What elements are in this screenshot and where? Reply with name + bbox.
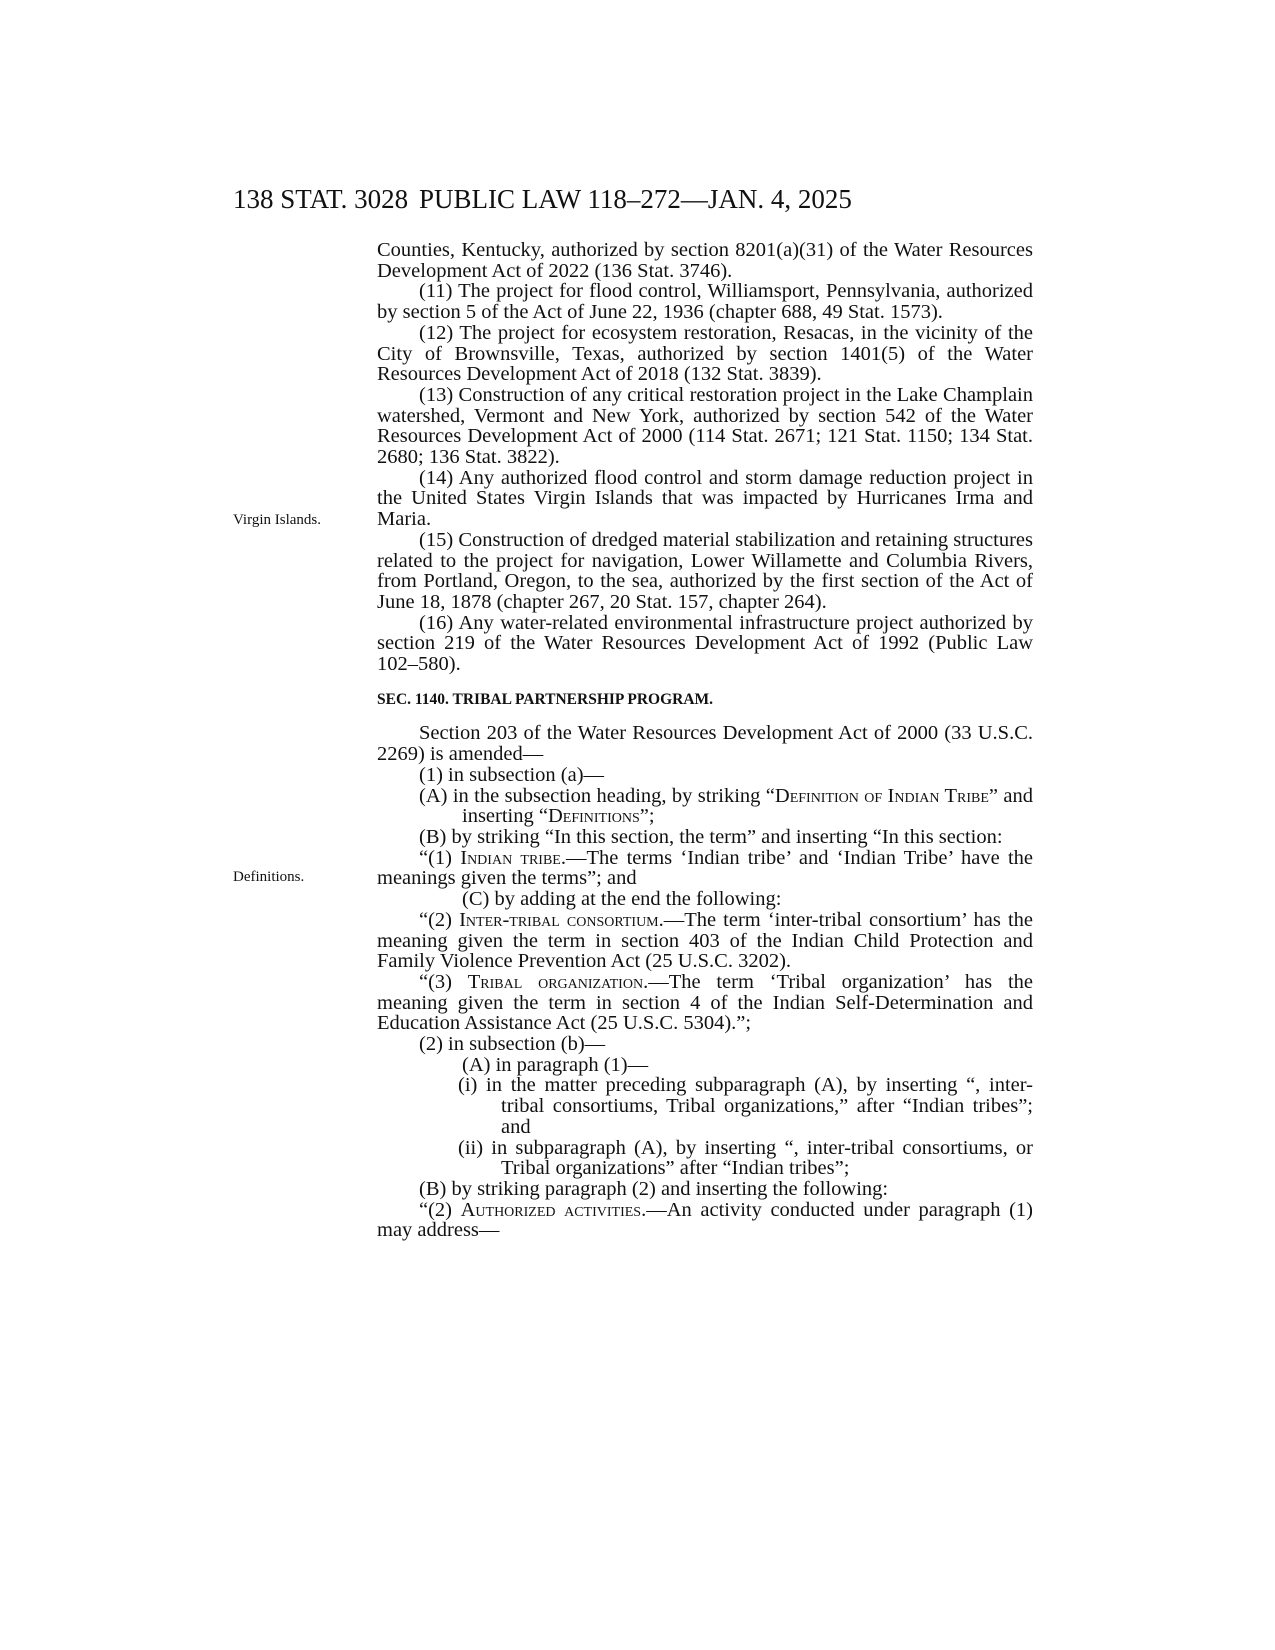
- definition-2: [377, 910, 1033, 972]
- amendment-2-B: (B) by striking paragraph (2) and inserting the following:: [419, 1177, 889, 1200]
- definition-3-text: .—The term ‘Tribal organization’ has the meaning given the term in section 4 of the Indian Self-Determination and Education Assistance Act (25 U.S.C. 5304).”;: [377, 970, 1033, 1035]
- paragraph-11: (11) The project for flood control, Williamsport, Pennsylvania, authorized by section 5 of the Act of June 22, 1936 (chapter 688, 49 Stat. 1573).: [377, 280, 1033, 324]
- margin-note-definitions: Definitions.: [233, 869, 305, 885]
- definition-3-term: Tribal organization: [467, 970, 644, 993]
- amendment-1-A-text-2: ” and inserting “: [462, 784, 1033, 828]
- stat-page-number: 138 STAT. 3028: [233, 184, 409, 214]
- definition-1-term: Indian tribe: [460, 846, 561, 869]
- paragraph-12: (12) The project for ecosystem restoration, Resacas, in the vicinity of the City of Brownsville, Texas, authorized by section 1401(5) of the Water Resources Development Act of 2018 (132 Stat. 3839).: [377, 321, 1033, 386]
- amendment-1-A-text-3: ”;: [639, 805, 655, 828]
- definition-2-text: .—The term ‘inter-tribal consortium’ has the meaning given the term in section 403 of the Indian Child Protection and Family Violence Prevention Act (25 U.S.C. 3202).: [377, 908, 1033, 973]
- amendment-1-C: (C) by adding at the end the following:: [462, 888, 782, 911]
- paragraph-13: (13) Construction of any critical restoration project in the Lake Champlain watershed, Vermont and New York, authorized by section 542 of the Water Resources Development Act of 2000 (114 Stat. 2671; 121 Stat. 1150; 134 Stat. 2680; 136 Stat. 3822).: [377, 383, 1033, 469]
- amendment-1-A-struck-heading: Definition of Indian Tribe: [774, 784, 989, 807]
- authorized-activities-term: Authorized activities: [460, 1198, 642, 1221]
- section-intro: Section 203 of the Water Resources Development Act of 2000 (33 U.S.C. 2269) is amended—: [377, 722, 1033, 766]
- section-heading: SEC. 1140. TRIBAL PARTNERSHIP PROGRAM.: [377, 690, 714, 708]
- authorized-activities-number: “(2): [419, 1198, 461, 1221]
- amendment-2-A-ii: (ii) in subparagraph (A), by inserting “, inter-tribal consortiums, or Tribal organizations” after “Indian tribes”;: [458, 1136, 1033, 1180]
- definition-1: [377, 848, 1033, 889]
- amendment-1: (1) in subsection (a)—: [419, 763, 605, 786]
- paragraph-16: (16) Any water-related environmental infrastructure project authorized by section 219 of the Water Resources Development Act of 1992 (Public Law 102–580).: [377, 611, 1033, 676]
- margin-note-virgin-islands: Virgin Islands.: [233, 512, 321, 528]
- definition-1-number: “(1): [419, 846, 461, 869]
- amendment-2: (2) in subsection (b)—: [419, 1033, 606, 1056]
- amendment-1-A-new-heading: Definitions: [547, 805, 640, 828]
- authorized-activities: [377, 1200, 1033, 1241]
- definition-3: [377, 972, 1033, 1034]
- amendment-2-A-i: (i) in the matter preceding subparagraph (A), by inserting “, inter-tribal consortiums, Tribal organizations,” after “Indian tribes”; and: [458, 1074, 1033, 1138]
- authorized-activities-text: .—An activity conducted under paragraph (1) may address—: [377, 1198, 1033, 1242]
- amendment-2-A: (A) in paragraph (1)—: [462, 1053, 649, 1076]
- paragraph-10-continued: Counties, Kentucky, authorized by section 8201(a)(31) of the Water Resources Development Act of 2022 (136 Stat. 3746).: [377, 239, 1033, 282]
- amendment-1-B: (B) by striking “In this section, the term” and inserting “In this section:: [419, 825, 1003, 848]
- definition-2-number: “(2): [419, 908, 460, 931]
- definition-1-text: .—The terms ‘Indian tribe’ and ‘Indian Tribe’ have the meanings given the terms”; and: [377, 846, 1033, 890]
- amendment-1-A-text-1: (A) in the subsection heading, by striking “: [419, 784, 775, 807]
- paragraph-14: (14) Any authorized flood control and storm damage reduction project in the United States Virgin Islands that was impacted by Hurricanes Irma and Maria.: [377, 466, 1033, 531]
- definition-2-term: Inter-tribal consortium: [459, 908, 659, 931]
- amendment-1-A: [377, 786, 1033, 827]
- paragraph-15: (15) Construction of dredged material stabilization and retaining structures related to the project for navigation, Lower Willamette and Columbia Rivers, from Portland, Oregon, to the sea, authorized by the first section of the Act of June 18, 1878 (chapter 267, 20 Stat. 157, chapter 264).: [377, 528, 1033, 613]
- definition-3-number: “(3): [419, 970, 468, 993]
- public-law-running-head: PUBLIC LAW 118–272—JAN. 4, 2025: [419, 184, 852, 214]
- main-text: [377, 240, 1033, 1241]
